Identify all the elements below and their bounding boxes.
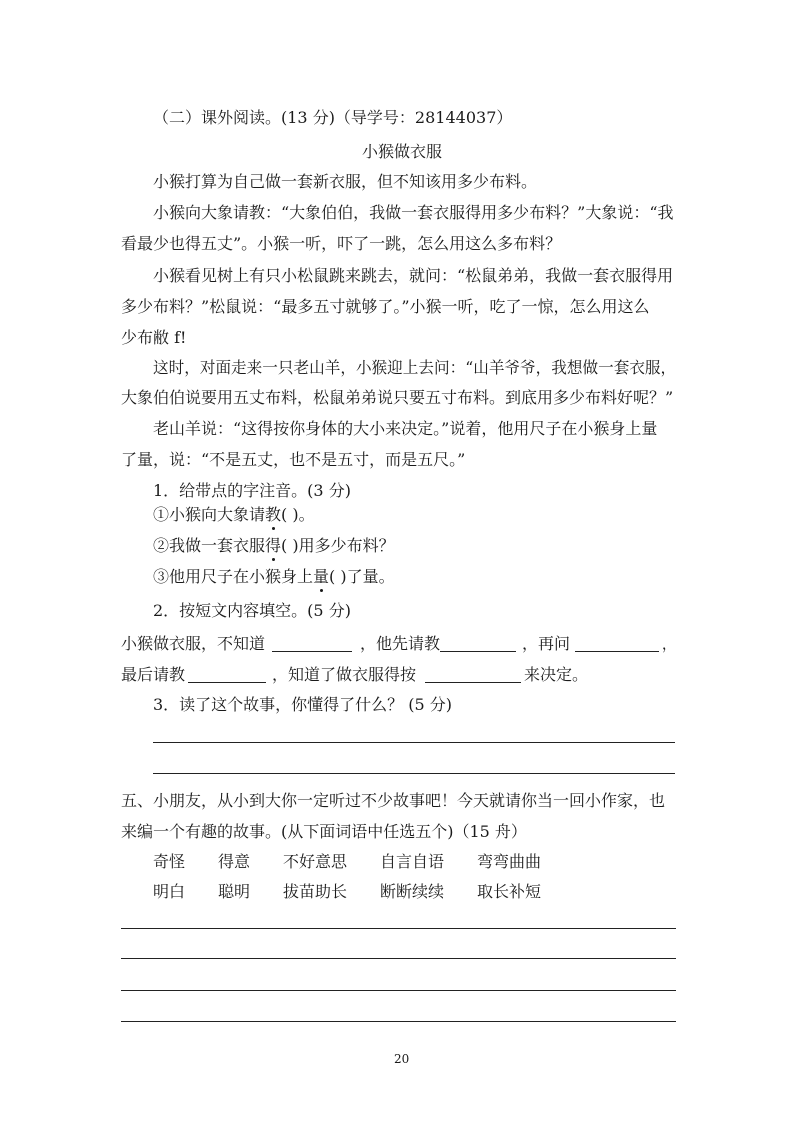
word-item: 弯弯曲曲 xyxy=(477,852,542,871)
word-item: 拔苗助长 xyxy=(283,882,348,901)
word-item: 奇怪 xyxy=(153,852,186,871)
story-answer-line-4[interactable] xyxy=(121,1021,676,1022)
q3-prompt: 3．读了这个故事，你懂得了什么？ (5 分) xyxy=(153,695,453,714)
page-number: 20 xyxy=(394,1052,410,1066)
story-answer-line-2[interactable] xyxy=(121,958,676,959)
story-p2-line1: 小猴向大象请教：“大象伯伯，我做一套衣服得用多少布料？”大象说：“我 xyxy=(153,203,674,222)
q2-line1-text-d: ， xyxy=(662,634,677,653)
word-item: 得意 xyxy=(218,852,251,871)
q2-blank-4[interactable] xyxy=(188,682,266,683)
q3-answer-line-2[interactable] xyxy=(153,773,675,774)
q2-line1-text-a: 小猴做衣服，不知道 xyxy=(121,634,266,653)
q2-line1-text-b: ，他先请教 xyxy=(360,634,441,653)
q1-item2-answer-slot[interactable]: ( )用多少布料？ xyxy=(281,536,395,555)
q2-line2-text-b: ，知道了做衣服得按 xyxy=(272,665,417,684)
section-heading: （二）课外阅读。(13 分)（导学号：28144037） xyxy=(153,108,513,127)
word-item: 不好意思 xyxy=(283,852,348,871)
q2-prompt: 2．按短文内容填空。(5 分) xyxy=(153,601,351,620)
word-item: 明白 xyxy=(153,882,186,901)
story-p3-line2: 多少布料？”松鼠说：“最多五寸就够了。”小猴一听，吃了一惊，怎么用这么 xyxy=(121,297,650,316)
word-item: 断断续续 xyxy=(380,882,445,901)
q1-item2-dotted-char: 得 xyxy=(265,536,282,555)
story-p4-line2: 大象伯伯说要用五丈布料，松鼠弟弟说只要五寸布料。到底用多少布料好呢？” xyxy=(121,388,674,407)
q2-blank-3[interactable] xyxy=(575,651,659,652)
story-answer-line-3[interactable] xyxy=(121,990,676,991)
q1-item2 xyxy=(153,536,395,556)
story-p2-line2: 看最少也得五丈”。小猴一听，吓了一跳，怎么用这么多布料？ xyxy=(121,234,562,253)
word-item: 取长补短 xyxy=(477,882,542,901)
q2-line2-text-c: 来决定。 xyxy=(524,665,589,684)
q2-blank-5[interactable] xyxy=(425,682,521,683)
q1-item1-dotted-char: 教 xyxy=(265,505,282,524)
story-p1: 小猴打算为自己做一套新衣服，但不知该用多少布料。 xyxy=(153,172,538,191)
q2-line1-text-c: ，再问 xyxy=(522,634,571,653)
story-title: 小猴做衣服 xyxy=(362,142,443,161)
word-item: 自言自语 xyxy=(380,852,445,871)
section5-line2: 来编一个有趣的故事。(从下面词语中任选五个)（15 舟） xyxy=(121,822,527,841)
q1-item1-answer-slot[interactable]: ( )。 xyxy=(281,505,315,524)
q1-item3-answer-slot[interactable]: ( )了量。 xyxy=(329,567,395,586)
q1-prompt: 1．给带点的字注音。(3 分) xyxy=(153,481,351,500)
q1-item3-text: ③他用尺子在小猴身上 xyxy=(153,567,314,586)
story-p5-line1: 老山羊说：“这得按你身体的大小来决定。”说着，他用尺子在小猴身上量 xyxy=(153,419,658,438)
story-p4-line1: 这时，对面走来一只老山羊，小猴迎上去问：“山羊爷爷，我想做一套衣服， xyxy=(153,358,677,377)
q1-item3 xyxy=(153,567,395,587)
q2-blank-2[interactable] xyxy=(440,651,516,652)
q1-item3-dotted-char: 量 xyxy=(313,567,330,586)
q1-item1 xyxy=(153,505,315,525)
word-item: 聪明 xyxy=(218,882,251,901)
story-p3-line1: 小猴看见树上有只小松鼠跳来跳去，就问：“松鼠弟弟，我做一套衣服得用 xyxy=(153,266,674,285)
q2-blank-1[interactable] xyxy=(272,651,352,652)
story-answer-line-1[interactable] xyxy=(121,928,676,929)
q1-item1-text: ①小猴向大象请 xyxy=(153,505,266,524)
story-p3-line3: 少布敝 f! xyxy=(121,328,187,347)
section5-line1: 五、小朋友，从小到大你一定听过不少故事吧！今天就请你当一回小作家，也 xyxy=(121,791,666,810)
story-p5-line2: 了量，说：“不是五丈，也不是五寸，而是五尺。” xyxy=(121,450,466,469)
q2-line2-text-a: 最后请教 xyxy=(121,665,186,684)
q1-item2-text: ②我做一套衣服 xyxy=(153,536,266,555)
q3-answer-line-1[interactable] xyxy=(153,742,675,743)
